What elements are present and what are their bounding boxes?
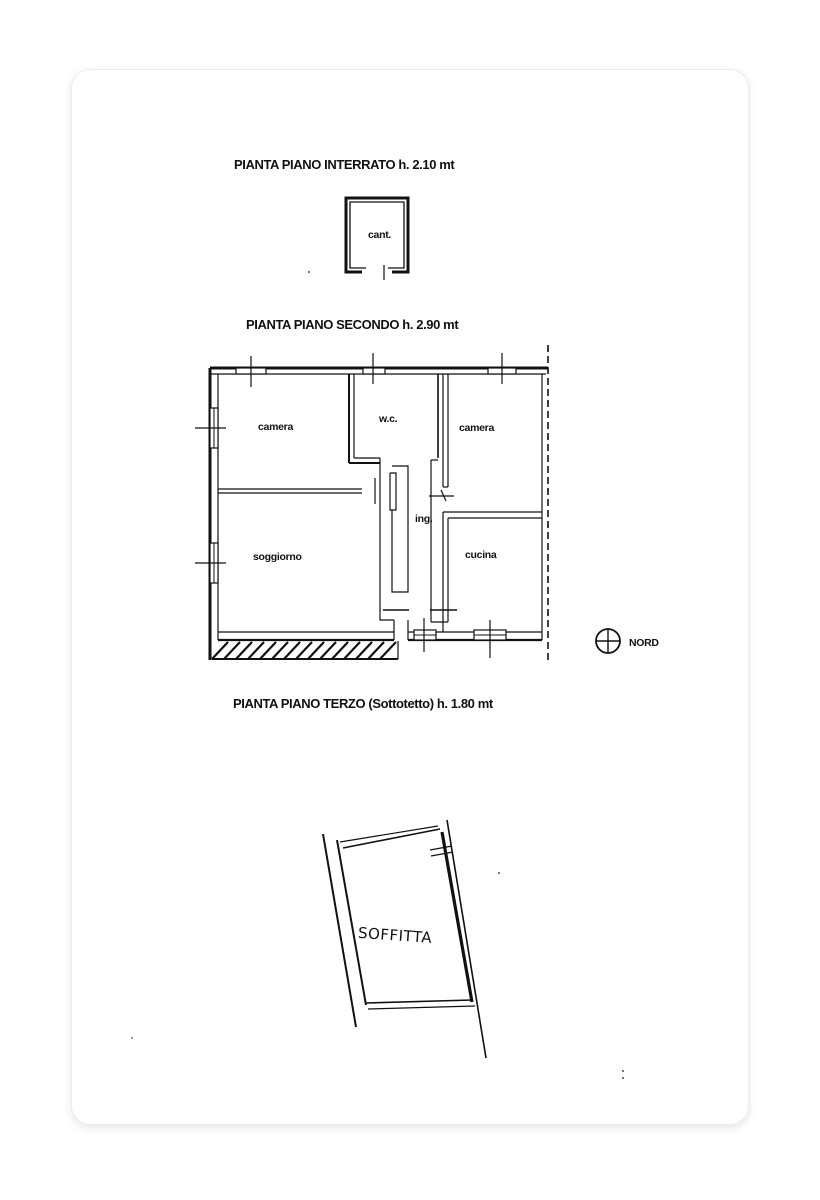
soffitta-label: SOFFITTA xyxy=(357,923,433,947)
room-label-ingresso: ing. xyxy=(415,513,433,525)
cantina-label: cant. xyxy=(368,229,392,241)
third-floor-plan xyxy=(131,820,624,1079)
north-label: NORD xyxy=(629,637,659,649)
basement-plan xyxy=(308,198,408,280)
north-arrow-icon xyxy=(596,629,620,653)
room-label-wc: w.c. xyxy=(379,413,398,425)
third-floor-plan-title: PIANTA PIANO TERZO (Sottotetto) h. 1.80 mt xyxy=(233,696,493,711)
room-label-camera-left: camera xyxy=(258,421,293,433)
second-floor-plan xyxy=(195,345,659,660)
second-floor-plan-title: PIANTA PIANO SECONDO h. 2.90 mt xyxy=(246,317,459,332)
basement-plan-title: PIANTA PIANO INTERRATO h. 2.10 mt xyxy=(234,157,455,172)
room-label-cucina: cucina xyxy=(465,549,497,561)
room-label-soggiorno: soggiorno xyxy=(253,551,302,563)
room-label-camera-right: camera xyxy=(459,422,494,434)
